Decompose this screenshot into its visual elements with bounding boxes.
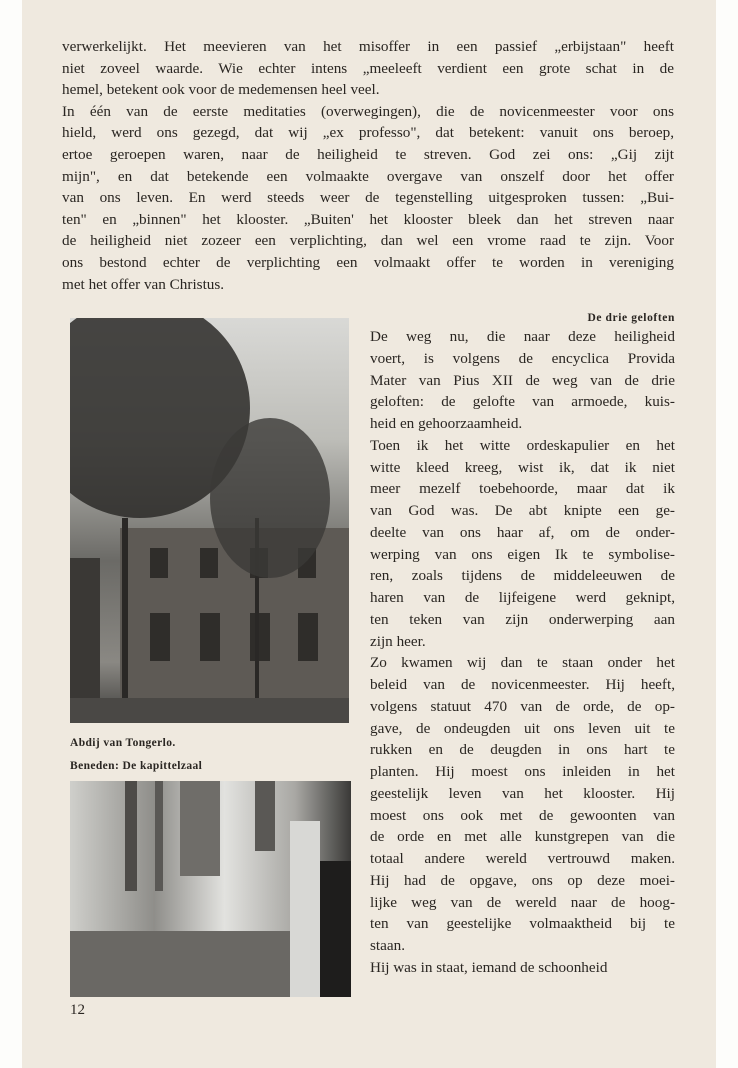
text-line: heid en gehoorzaamheid.: [370, 415, 523, 432]
text-line: staan.: [370, 937, 406, 954]
text-line: hield, werd ons gezegd, dat wij „ex professo", dat betekent: vanuit ons beroep,: [62, 124, 674, 142]
text-line: Hij had de opgave, ons op deze moei-: [370, 871, 675, 889]
text-line: met het offer van Christus.: [62, 275, 225, 293]
text-line: voert, is volgens de encyclica Provida: [370, 349, 675, 367]
photo-caption-subtitle: Beneden: De kapittelzaal: [70, 760, 203, 772]
page-number: 12: [70, 1002, 85, 1018]
text-line: de heiligheid niet zozeer een verplichting, dan wel een vrome raad te zijn. Voor: [62, 232, 674, 250]
text-line: de orde en met alle kunstgrepen van die: [370, 828, 675, 846]
text-line: niet zoveel waarde. Wie echter intens „meeleeft verdient een grote schat in de: [62, 59, 674, 77]
text-line: De weg nu, die naar deze heiligheid: [370, 328, 675, 345]
text-line: witte kleed kreeg, wist ik, dat ik niet: [370, 458, 675, 476]
text-line: werping van ons eigen Ik te symbolise-: [370, 545, 675, 563]
text-line: ertoe geroepen waren, naar de heiligheid te streven. God zei ons: „Gij zijt: [62, 146, 674, 163]
text-line: In één van de eerste meditaties (overwegingen), die de novicenmeester voor ons: [62, 102, 674, 120]
text-line: haren van de lijfeigene werd geknipt,: [370, 589, 675, 606]
text-line: Toen ik het witte ordeskapulier en het: [370, 436, 675, 454]
text-line: deelte van ons haar af, om de onder-: [370, 523, 675, 541]
text-line: Hij was in staat, iemand de schoonheid: [370, 958, 608, 976]
text-line: gave, de ondeugden uit ons leven uit te: [370, 719, 675, 737]
text-line: zijn heer.: [370, 632, 426, 650]
text-line: ren, zoals tijdens de middeleeuwen de: [370, 567, 675, 585]
text-line: van God was. De abt knipte een ge-: [370, 502, 675, 519]
text-line: Zo kwamen wij dan te staan onder het: [370, 654, 675, 672]
text-line: ten van geestelijke volmaaktheid bij te: [370, 915, 675, 933]
text-line: hemel, betekent ook voor de medemensen heel veel.: [62, 81, 380, 99]
text-line: geloften: de gelofte van armoede, kuis-: [370, 393, 675, 411]
text-line: planten. Hij moest ons inleiden in het: [370, 763, 675, 780]
text-line: van ons leven. En werd steeds weer de tegenstelling uitgesproken tussen: „Bui-: [62, 189, 674, 207]
text-line: rukken en de deugden in ons hart te: [370, 741, 675, 759]
text-line: mijn", en dat betekende een volmaakte overgave van onszelf door het offer: [62, 167, 674, 185]
text-line: volgens statuut 470 van de orde, de op-: [370, 697, 675, 715]
text-line: meer mezelf toebehoorde, maar dat ik: [370, 480, 675, 498]
text-line: ten teken van zijn onderwerping aan: [370, 610, 675, 628]
text-line: verwerkelijkt. Het meevieren van het misoffer in een passief „erbijstaan" heeft: [62, 38, 674, 55]
text-line: geestelijk leven van het klooster. Hij: [370, 784, 675, 802]
photo-caption: Abdij van Tongerlo.: [70, 737, 176, 749]
text-line: totaal andere wereld vertrouwd maken.: [370, 850, 675, 867]
text-line: Mater van Pius XII de weg van de drie: [370, 371, 675, 389]
text-line: lijke weg van de wereld naar de hoog-: [370, 893, 675, 911]
text-line: ten" en „binnen" het klooster. „Buiten' het klooster bleek dan het streven naar: [62, 210, 674, 228]
text-line: beleid van de novicenmeester. Hij heeft,: [370, 676, 675, 693]
text-line: moest ons ook met de gewoonten van: [370, 806, 675, 824]
section-heading: De drie geloften: [587, 312, 675, 324]
chapter-hall-photo: [70, 781, 351, 997]
text-line: ons bestond echter de verplichting een volmaakt offer te worden in vereniging: [62, 254, 674, 271]
abbey-photo: [70, 318, 349, 723]
